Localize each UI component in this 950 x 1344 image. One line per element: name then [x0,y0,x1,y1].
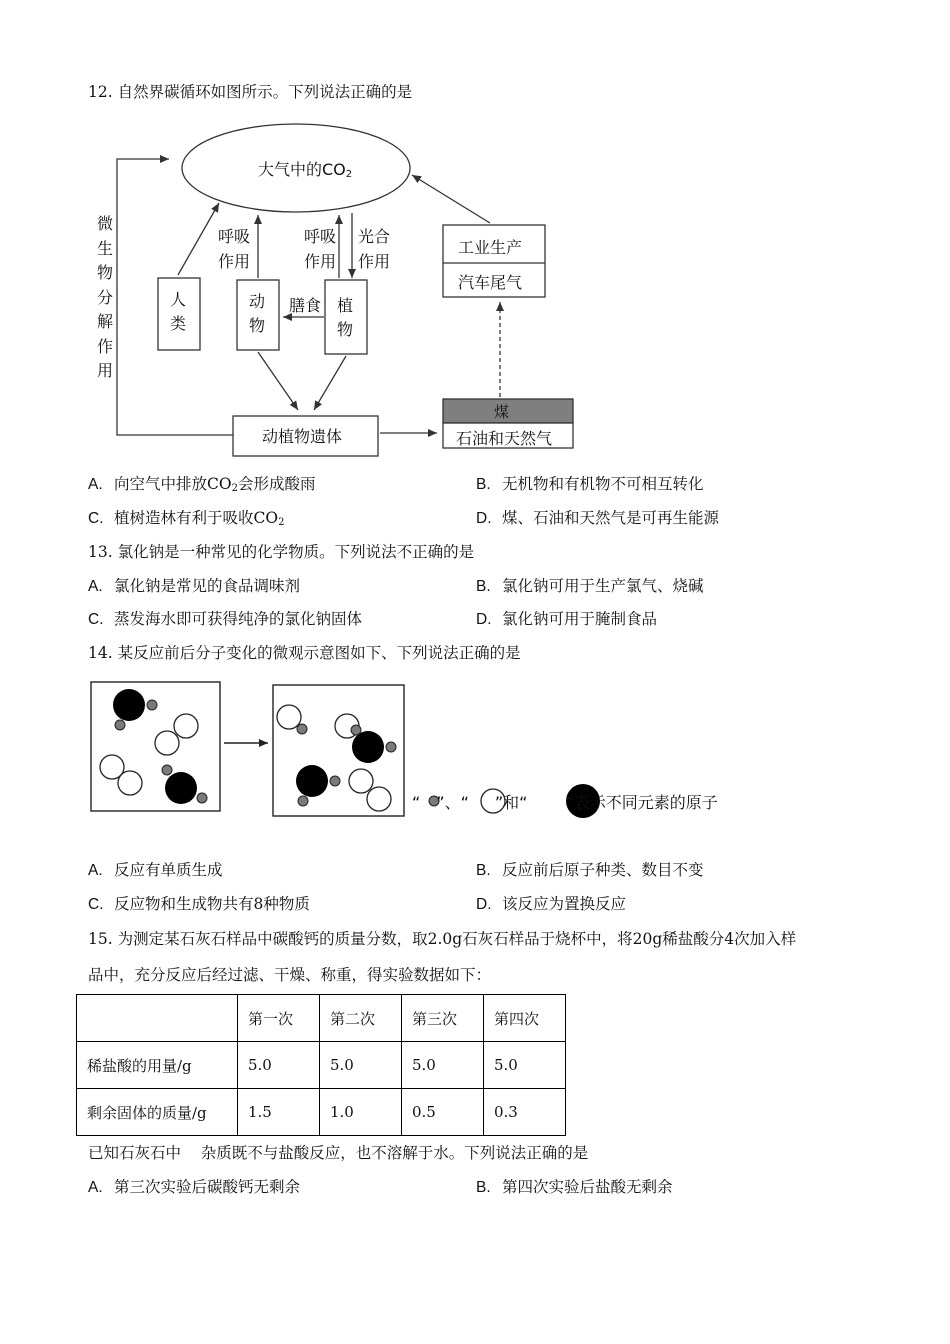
table-row [77,1042,566,1089]
q14-option-b[interactable]: B. 反应前后原子种类、数目不变 [476,861,704,879]
q15-stem-line2: 品中，充分反应后经过滤、干燥、称重，得实验数据如下： [88,966,492,984]
table-header-cell: 第四次 [484,995,566,1042]
q13-option-d[interactable]: D. 氯化钠可用于腌制食品 [476,610,658,628]
industry-label: 工业生产 [458,238,523,257]
q15-stem-line1: 15. 为测定某石灰石样品中碳酸钙的质量分数，取2.0g石灰石样品于烧杯中，将20g稀盐酸分4次加入样 [88,930,797,948]
q15-note: 已知石灰石中 杂质既不与盐酸反应，也不溶解于水。下列说法正确的是 [88,1144,589,1162]
q12-stem: 12. 自然界碳循环如图所示。下列说法正确的是 [88,83,413,101]
q12-option-b[interactable]: B. 无机物和有机物不可相互转化 [476,475,704,493]
table-row [77,1089,566,1136]
q15-option-b[interactable]: B. 第四次实验后盐酸无剩余 [476,1178,673,1196]
molecule-legend: “ ”、“ ”和“ ”表示不同元素的原子 [412,793,718,812]
q14-option-d[interactable]: D. 该反应为置换反应 [476,895,627,913]
table-cell: 5.0 [320,1042,402,1089]
plant-label: 植 物 [337,296,354,339]
experiment-data-table [76,994,566,1136]
remains-label: 动植物遗体 [262,427,343,446]
table-header-cell [77,995,238,1042]
microbe-label: 微 生 物 分 解 作 用 [97,214,114,380]
table-cell: 5.0 [484,1042,566,1089]
table-cell: 0.3 [484,1089,566,1136]
before-reaction-box [91,682,220,811]
q14-option-c[interactable]: C. 反应物和生成物共有8种物质 [88,895,310,913]
table-cell: 稀盐酸的用量/g [77,1042,238,1089]
human-label: 人 类 [170,290,187,333]
respiration-label-1: 呼吸 作用 [218,227,251,271]
q12-option-a[interactable]: A. 向空气中排放$CO_2$会形成酸雨 [88,475,316,494]
oilgas-label: 石油和天然气 [456,429,553,448]
table-cell: 5.0 [402,1042,484,1089]
q15-option-a[interactable]: A. 第三次实验后碳酸钙无剩余 [88,1178,301,1196]
after-reaction-box [273,685,404,816]
q12-option-d[interactable]: D. 煤、石油和天然气是可再生能源 [476,509,720,527]
q12-option-c[interactable]: C. 植树造林有利于吸收$CO_2$ [88,509,285,528]
q13-option-a[interactable]: A. 氯化钠是常见的食品调味剂 [88,577,301,595]
q13-stem: 13. 氯化钠是一种常见的化学物质。下列说法不正确的是 [88,543,475,561]
photosynthesis-label: 光合 作用 [358,227,391,271]
coal-label: 煤 [494,403,510,421]
q14-stem: 14. 某反应前后分子变化的微观示意图如下、下列说法正确的是 [88,644,521,662]
table-header-cell: 第三次 [402,995,484,1042]
table-cell: 1.0 [320,1089,402,1136]
table-header-cell: 第二次 [320,995,402,1042]
table-header-cell: 第一次 [238,995,320,1042]
table-cell: 1.5 [238,1089,320,1136]
table-cell: 剩余固体的质量/g [77,1089,238,1136]
q13-option-b[interactable]: B. 氯化钠可用于生产氯气、烧碱 [476,577,704,595]
atmosphere-label: 大气中的$CO_2$ [258,160,353,180]
respiration-label-2: 呼吸 作用 [304,227,337,271]
table-header-row [77,995,566,1042]
exhaust-label: 汽车尾气 [458,273,523,292]
animal-label: 动 物 [249,292,266,335]
q14-option-a[interactable]: A. 反应有单质生成 [88,861,223,879]
table-cell: 5.0 [238,1042,320,1089]
table-cell: 0.5 [402,1089,484,1136]
q13-option-c[interactable]: C. 蒸发海水即可获得纯净的氯化钠固体 [88,610,363,628]
food-label: 膳食 [289,296,322,315]
